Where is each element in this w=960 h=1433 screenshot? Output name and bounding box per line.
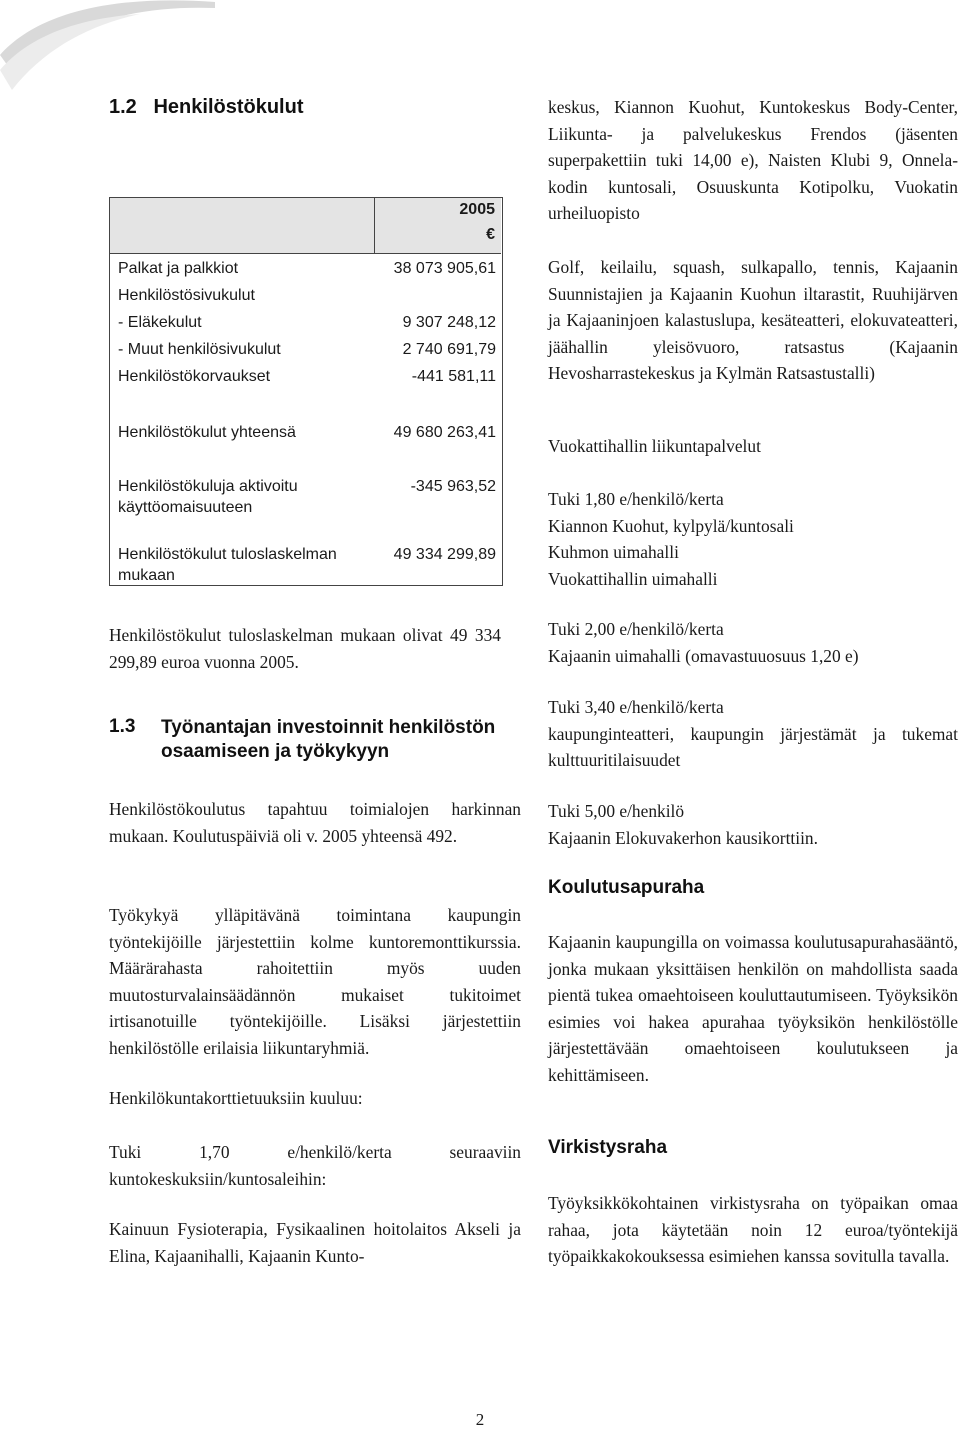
header-unit: € [486,226,495,243]
decorative-swoosh [0,0,220,100]
support-340-block [548,694,958,774]
paragraph-total-costs: Henkilöstökulut tuloslaskelman mukaan olivat 49 334 299,89 euroa vuonna 2005. [109,625,501,672]
row-value: 9 307 248,12 [402,314,496,331]
paragraph-vuokatti: Vuokattihallin liikuntapalvelut [548,436,761,456]
row-value: -441 581,11 [411,368,496,385]
support-200-block [548,616,958,669]
paragraph-training: Henkilöstökoulutus tapahtuu toimialojen harkinnan mukaan. Koulutuspäiviä oli v. 2005 yhteensä 492. [109,799,521,846]
row-value: -345 963,52 [410,478,496,495]
paragraph-staff-card-benefits: Henkilökuntakorttietuuksiin kuuluu: [109,1088,363,1108]
support-500-block [548,798,958,851]
support-line: Kiannon Kuohut, kylpylä/kuntosali [548,515,794,536]
support-line: Tuki 2,00 e/henkilö/kerta [548,619,724,639]
row-label: Henkilöstökulut yhteensä [118,424,296,441]
paragraph-support-170: Tuki 1,70 e/henkilö/kerta seuraaviin kuntokeskuksiin/kuntosaleihin: [109,1142,521,1189]
row-value: 49 334 299,89 [393,546,496,563]
paragraph-recreation-money: Työyksikkökohtainen virkistysraha on työpaikan omaa rahaa, jota käytetään noin 12 euroa/työntekijä työpaikkakokouksessa esimiehen kanssa sovitulla tavalla. [548,1193,958,1266]
section-title: Henkilöstökulut [153,96,304,118]
row-label: Palkat ja palkkiot [118,260,239,277]
paragraph-work-ability: Työkykyä ylläpitävänä toimintana kaupungin työntekijöille järjestettiin kolme kuntoremonttikurssia. Määrärahasta rahoitettiin myös uuden muutosturvalainsäädännön mukaiset tukitoimet irtisanotuille työntekijöille. Lisäksi järjestettiin henkilöstölle erilaisia liikuntaryhmiä. [109,905,521,1058]
heading-virkistysraha: Virkistysraha [548,1137,668,1158]
row-label: - Eläkekulut [118,314,202,331]
page-number: 2 [475,1410,485,1429]
support-line: Kuhmon uimahalli [548,542,679,562]
row-label: - Muut henkilösivukulut [118,341,281,358]
section-heading-1-3 [109,716,519,764]
support-line: Kajaanin uimahalli (omavastuuosuus 1,20 e) [548,645,859,666]
paragraph-sports-list: Golf, keilailu, squash, sulkapallo, tennis, Kajaanin Suunnistajien ja Kajaanin Kuohun iltarastit, Ruuhijärven ja Kajaaninjoen kalastuslupa, kesäteatteri, elokuvateatteri, jäähallin yleisövuoro, ratsastus (Kajaanin Hevosharrastekeskus ja Kylmän Ratsastustalli) [548,257,958,383]
paragraph-gym-list-start: Kainuun Fysioterapia, Fysikaalinen hoitolaitos Akseli ja Elina, Kajaanihalli, Kajaanin Kunto- [109,1219,521,1266]
header-year: 2005 [459,201,495,218]
section-title: Työnantajan investoinnit henkilöstön osaamiseen ja työkykyyn [161,717,496,762]
paragraph-gym-list-end: keskus, Kiannon Kuohut, Kuntokeskus Body-Center, Liikunta- ja palvelukeskus Frendos (jäsenten superpakettiin tuki 14,00 e), Naisten Klubi 9, Onnela-kodin kuntosali, Osuuskunta Kotipolku, Vuokatin urheiluopisto [548,97,958,223]
row-value: 38 073 905,61 [393,260,496,277]
support-line: Tuki 3,40 e/henkilö/kerta [548,697,724,717]
row-label: Henkilöstökuluja aktivoitu käyttöomaisuuteen [118,478,298,516]
support-line: Tuki 1,80 e/henkilö/kerta [548,489,724,509]
support-line: Kajaanin Elokuvakerhon kausikorttiin. [548,827,818,848]
row-value: 49 680 263,41 [393,424,496,441]
row-label: Henkilöstökorvaukset [118,368,271,385]
paragraph-training-grant: Kajaanin kaupungilla on voimassa koulutusapurahasääntö, jonka mukaan yksittäisen henkilön on mahdollista saada pientä tukea omaehtoiseen kouluttautumiseen. Työyksikön esimies voi hakea apurahaa työyksikön henkilöstölle järjestettävään omaehtoiseen koulutukseen ja kehittämiseen. [548,932,958,1085]
support-text: kaupunginteatteri, kaupungin järjestämät ja tukemat kulttuuritilaisuudet [548,723,958,770]
row-label: Henkilöstökulut tuloslaskelman mukaan [118,546,337,584]
section-heading-1-2 [109,96,304,119]
support-180-block [548,486,958,592]
section-number: 1.2 [109,96,137,118]
row-label: Henkilöstösivukulut [118,287,255,304]
personnel-costs-table [109,197,503,586]
table-header [110,198,501,254]
heading-koulutusapuraha: Koulutusapuraha [548,877,705,898]
support-line: Tuki 5,00 e/henkilö [548,801,685,821]
support-line: Vuokattihallin uimahalli [548,568,718,589]
row-value: 2 740 691,79 [402,341,496,358]
section-number: 1.3 [109,716,136,737]
